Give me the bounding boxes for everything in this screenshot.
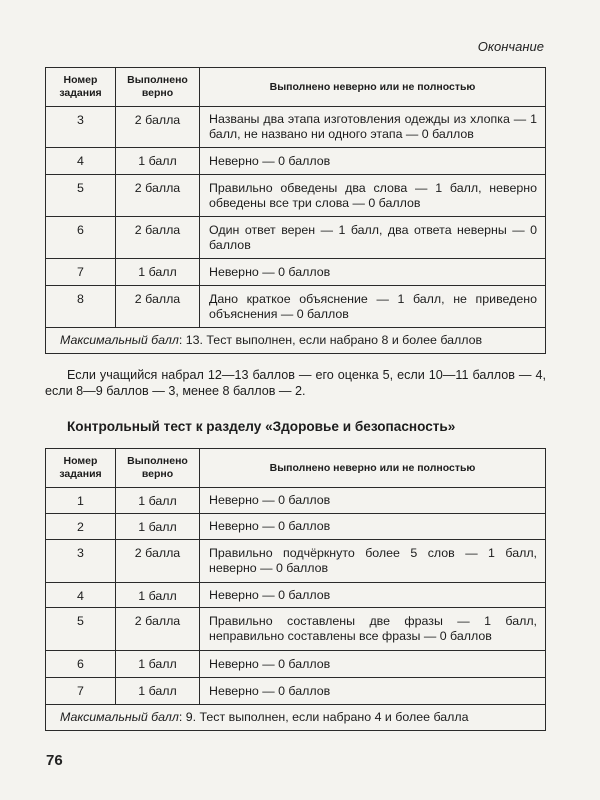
continuation-label: Окончание xyxy=(477,39,544,54)
correct-score: 1 балл xyxy=(116,583,200,608)
header-correct: Выполнено верно xyxy=(116,68,200,107)
task-number: 5 xyxy=(46,175,116,217)
correct-score: 2 балла xyxy=(116,540,200,583)
table-row xyxy=(46,286,546,328)
incorrect-criteria: Правильно обведены два слова — 1 балл, неверно обведены все три слова — 0 баллов xyxy=(200,175,546,217)
table-footer-row xyxy=(46,705,546,731)
table-row xyxy=(46,583,546,608)
correct-score: 1 балл xyxy=(116,488,200,514)
incorrect-criteria: Неверно — 0 баллов xyxy=(200,488,546,514)
table-row xyxy=(46,175,546,217)
correct-score: 2 балла xyxy=(116,217,200,259)
correct-score: 2 балла xyxy=(116,608,200,651)
table-footer-row xyxy=(46,328,546,354)
correct-score: 1 балл xyxy=(116,148,200,175)
task-number: 3 xyxy=(46,107,116,148)
task-number: 5 xyxy=(46,608,116,651)
table-body xyxy=(46,107,546,354)
task-number: 2 xyxy=(46,514,116,540)
table-row xyxy=(46,678,546,705)
task-number: 8 xyxy=(46,286,116,328)
incorrect-criteria: Правильно подчёркнуто более 5 слов — 1 балл, неверно — 0 баллов xyxy=(200,540,546,583)
correct-score: 1 балл xyxy=(116,678,200,705)
max-score-label: Максимальный балл xyxy=(60,333,179,347)
incorrect-criteria: Один ответ верен — 1 балл, два ответа неверны — 0 баллов xyxy=(200,217,546,259)
table-body xyxy=(46,488,546,731)
task-number: 3 xyxy=(46,540,116,583)
grading-note xyxy=(45,367,546,399)
header-task-number: Номер задания xyxy=(46,68,116,107)
incorrect-criteria: Правильно составлены две фразы — 1 балл, неправильно составлены все фразы — 0 баллов xyxy=(200,608,546,651)
task-number: 6 xyxy=(46,651,116,678)
header-incorrect: Выполнено неверно или не полностью xyxy=(200,68,546,107)
max-score-note xyxy=(46,705,546,731)
table-row xyxy=(46,259,546,286)
task-number: 4 xyxy=(46,583,116,608)
table-row xyxy=(46,608,546,651)
header-task-number: Номер задания xyxy=(46,449,116,488)
correct-score: 2 балла xyxy=(116,107,200,148)
correct-score: 2 балла xyxy=(116,286,200,328)
task-number: 4 xyxy=(46,148,116,175)
task-number: 7 xyxy=(46,259,116,286)
incorrect-criteria: Неверно — 0 баллов xyxy=(200,148,546,175)
grading-note-text: Если учащийся набрал 12—13 баллов — его оценка 5, если 10—11 баллов — 4, если 8—9 баллов — 3, менее 8 баллов — 2. xyxy=(45,368,546,398)
header-correct: Выполнено верно xyxy=(116,449,200,488)
incorrect-criteria: Названы два этапа изготовления одежды из хлопка — 1 балл, не названо ни одного этапа — 0 баллов xyxy=(200,107,546,148)
table-row xyxy=(46,217,546,259)
max-score-text: : 13. Тест выполнен, если набрано 8 и более баллов xyxy=(178,333,483,347)
table-row xyxy=(46,107,546,148)
task-number: 7 xyxy=(46,678,116,705)
table-header-row xyxy=(46,68,546,107)
correct-score: 1 балл xyxy=(116,651,200,678)
incorrect-criteria: Дано краткое объяснение — 1 балл, не приведено объяснения — 0 баллов xyxy=(200,286,546,328)
page-number: 76 xyxy=(46,752,63,769)
section-heading: Контрольный тест к разделу «Здоровье и безопасность» xyxy=(67,419,456,434)
table-row xyxy=(46,488,546,514)
incorrect-criteria: Неверно — 0 баллов xyxy=(200,651,546,678)
task-number: 6 xyxy=(46,217,116,259)
incorrect-criteria: Неверно — 0 баллов xyxy=(200,514,546,540)
correct-score: 2 балла xyxy=(116,175,200,217)
incorrect-criteria: Неверно — 0 баллов xyxy=(200,259,546,286)
max-score-label: Максимальный балл xyxy=(60,710,179,724)
table-row xyxy=(46,540,546,583)
incorrect-criteria: Неверно — 0 баллов xyxy=(200,678,546,705)
grading-table-1 xyxy=(45,67,546,354)
header-incorrect: Выполнено неверно или не полностью xyxy=(200,449,546,488)
grading-table-2 xyxy=(45,448,546,731)
incorrect-criteria: Неверно — 0 баллов xyxy=(200,583,546,608)
table-row xyxy=(46,651,546,678)
correct-score: 1 балл xyxy=(116,259,200,286)
task-number: 1 xyxy=(46,488,116,514)
max-score-note xyxy=(46,328,546,354)
max-score-text: : 9. Тест выполнен, если набрано 4 и более балла xyxy=(178,710,469,724)
table-row xyxy=(46,148,546,175)
table-header-row xyxy=(46,449,546,488)
table-row xyxy=(46,514,546,540)
correct-score: 1 балл xyxy=(116,514,200,540)
